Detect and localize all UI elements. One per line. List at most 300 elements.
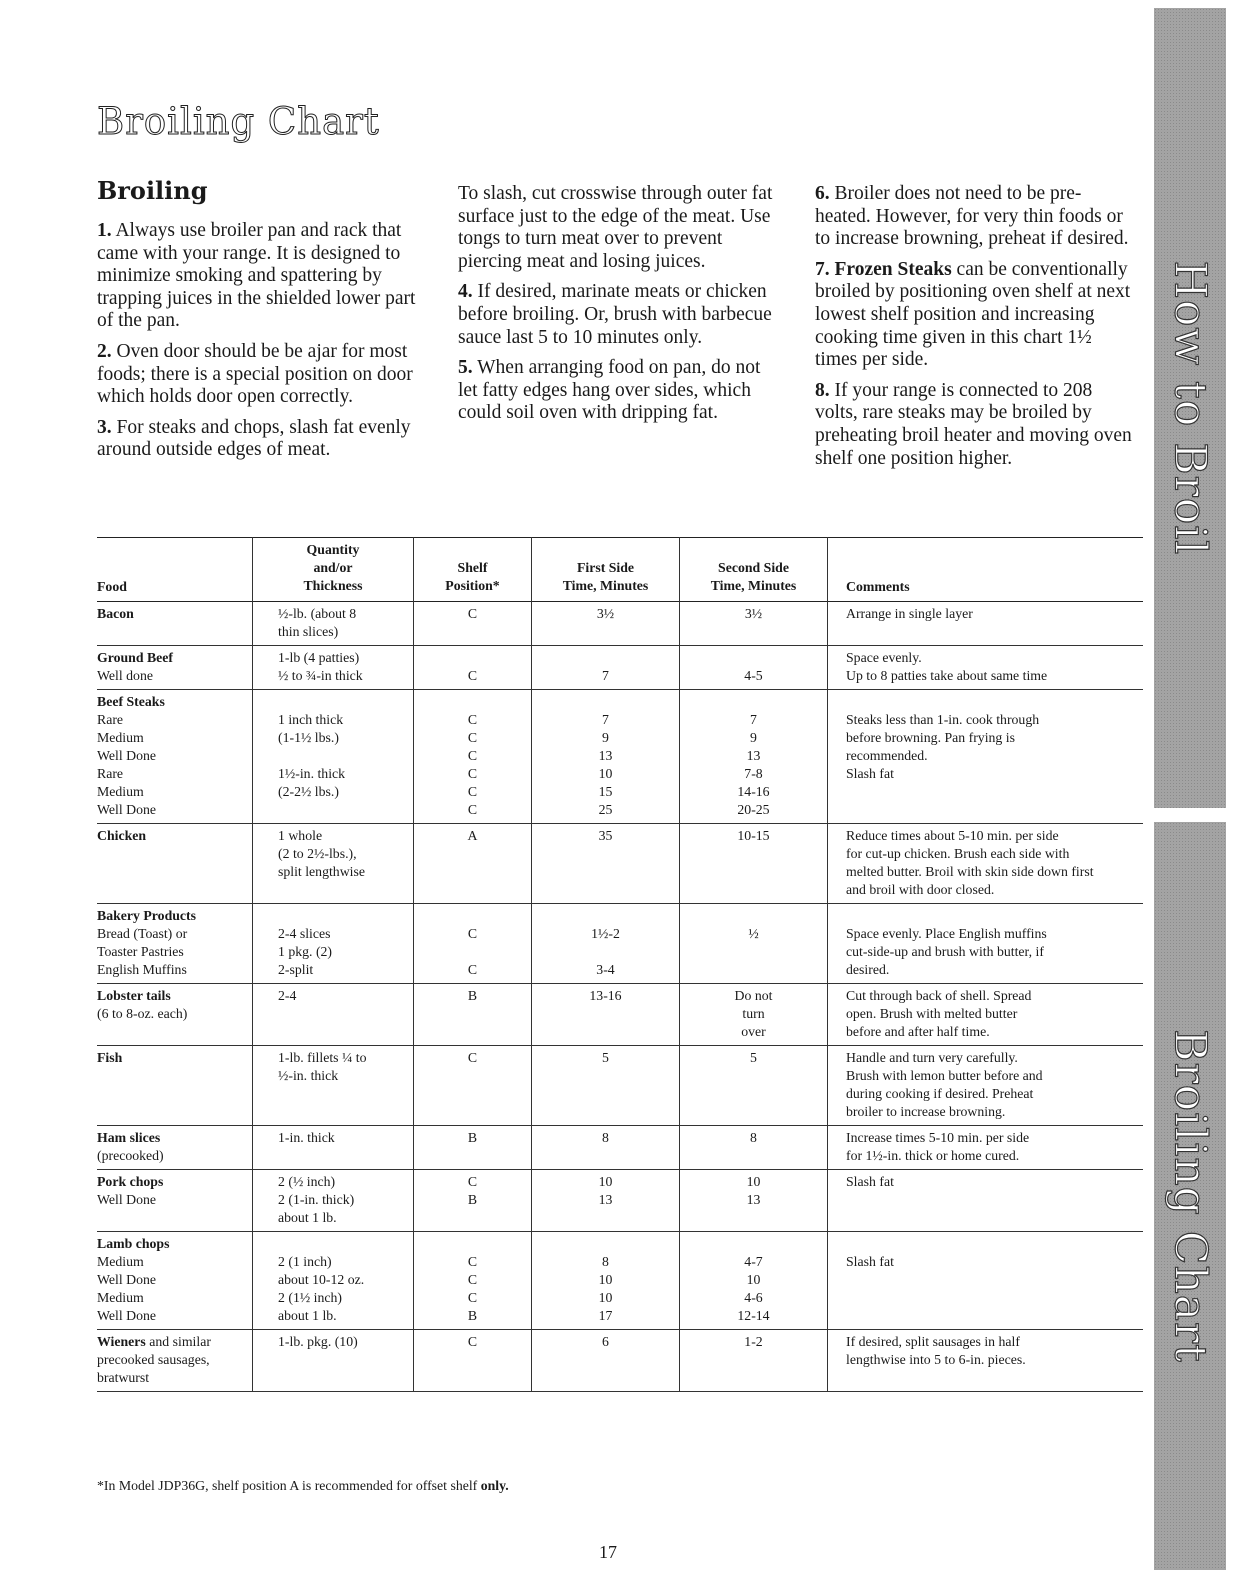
- instruction-number: 2.: [97, 340, 112, 362]
- cell-second-side: [680, 1126, 828, 1170]
- cell-food: [97, 690, 253, 824]
- quantity-value: 2 (1½ inch): [278, 1290, 342, 1305]
- food-line: [97, 1049, 252, 1067]
- cell-food: [97, 984, 253, 1046]
- comment-line: Handle and turn very carefully.: [846, 1050, 1018, 1065]
- food-label: (6 to 8-oz. each): [97, 1006, 188, 1021]
- food-line: [97, 1351, 252, 1369]
- cell-second-side: [680, 1330, 828, 1392]
- first-side-value: 35: [598, 828, 613, 843]
- cell-first-side: [532, 1330, 680, 1392]
- cell-comments: [828, 904, 1144, 984]
- cell-first-side: [532, 1126, 680, 1170]
- instruction-text: can be conventionally broiled by positioning oven shelf at next lowest shelf position and increasing cooking time given in this chart 1½ times per side.: [815, 258, 1131, 371]
- comment-line: Brush with lemon butter before and: [846, 1068, 1043, 1083]
- food-label: Medium: [97, 730, 144, 745]
- instruction-number: 4.: [458, 281, 473, 303]
- shelf-value: C: [467, 766, 478, 781]
- comment-line: before and after half time.: [846, 1024, 990, 1039]
- cell-comments: [828, 984, 1144, 1046]
- second-side-value: 4-7: [744, 1254, 763, 1269]
- table-row: [97, 602, 1143, 646]
- second-side-value: 4-6: [744, 1290, 763, 1305]
- instruction-text: To slash, cut crosswise through outer fat surface just to the edge of the meat. Use tongs to turn meat over to prevent piercing meat and losing juices.: [458, 183, 773, 272]
- food-line: [97, 1271, 252, 1289]
- comment-line: melted butter. Broil with skin side down first: [846, 864, 1094, 879]
- header-second-side: [680, 538, 828, 602]
- first-side-value: 10: [598, 766, 613, 781]
- food-label: Fish: [97, 1050, 123, 1065]
- cell-first-side: [532, 1232, 680, 1330]
- header-label: Time, Minutes: [710, 578, 797, 593]
- quantity-value: 1 whole: [278, 828, 323, 843]
- food-line: [97, 987, 252, 1005]
- table-row: [97, 646, 1143, 690]
- first-side-value: 25: [598, 802, 613, 817]
- instruction-3-continued: [458, 183, 778, 273]
- food-label: bratwurst: [97, 1370, 150, 1385]
- quantity-value: 1-lb (4 patties): [278, 650, 360, 665]
- first-side-value: 13: [598, 1192, 613, 1207]
- comment-line: desired.: [846, 962, 890, 977]
- cell-second-side: [680, 984, 828, 1046]
- food-label: (precooked): [97, 1148, 164, 1163]
- cell-first-side: [532, 824, 680, 904]
- quantity-value: (1-1½ lbs.): [278, 730, 339, 745]
- first-side-value: 1½-2: [591, 926, 620, 941]
- first-side-value: 10: [598, 1272, 613, 1287]
- second-side-value: 8: [750, 1130, 757, 1145]
- instruction-4: [458, 281, 778, 349]
- food-line: [97, 1191, 252, 1209]
- cell-food: [97, 602, 253, 646]
- table-row: [97, 824, 1143, 904]
- food-label: Well Done: [97, 1308, 157, 1323]
- quantity-value: about 1 lb.: [278, 1210, 337, 1225]
- second-side-value: [680, 693, 827, 711]
- food-label: Rare: [97, 712, 124, 727]
- instructions-column-3: [815, 183, 1135, 478]
- comment-line: cut-side-up and brush with butter, if: [846, 944, 1044, 959]
- quantity-value: about 10-12 oz.: [278, 1272, 365, 1287]
- comment-line: Cut through back of shell. Spread: [846, 988, 1032, 1003]
- comment-line: lengthwise into 5 to 6-in. pieces.: [846, 1352, 1026, 1367]
- food-label: Well done: [97, 668, 153, 683]
- table-body: [97, 602, 1143, 1392]
- food-line: [97, 925, 252, 943]
- cell-second-side: [680, 824, 828, 904]
- table-row: [97, 1046, 1143, 1126]
- food-label: precooked sausages,: [97, 1352, 210, 1367]
- second-side-value: ½: [748, 926, 759, 941]
- food-label: Bread (Toast) or: [97, 926, 188, 941]
- food-line: [97, 729, 252, 747]
- first-side-value: [532, 693, 679, 711]
- cell-shelf: [414, 1330, 532, 1392]
- quantity-value: ½-in. thick: [278, 1068, 339, 1083]
- food-line: [97, 827, 252, 845]
- first-side-value: 3-4: [596, 962, 615, 977]
- food-label: English Muffins: [97, 962, 187, 977]
- food-label: Rare: [97, 766, 124, 781]
- cell-second-side: [680, 690, 828, 824]
- first-side-value: 8: [602, 1254, 609, 1269]
- cell-comments: [828, 1046, 1144, 1126]
- quantity-value: [278, 747, 413, 765]
- food-line: [97, 1307, 252, 1325]
- food-line: [97, 907, 252, 925]
- table-row: [97, 1126, 1143, 1170]
- cell-comments: [828, 646, 1144, 690]
- cell-shelf: [414, 1170, 532, 1232]
- cell-second-side: [680, 1232, 828, 1330]
- food-label: Medium: [97, 784, 144, 799]
- cell-comments: [828, 824, 1144, 904]
- cell-first-side: [532, 1046, 680, 1126]
- header-food: [97, 538, 253, 602]
- cell-second-side: [680, 904, 828, 984]
- page-title: Broiling Chart: [97, 100, 380, 143]
- instruction-lead: Frozen Steaks: [834, 258, 952, 280]
- food-label: Well Done: [97, 802, 157, 817]
- shelf-value: C: [467, 1272, 478, 1287]
- first-side-value: 3½: [596, 606, 615, 621]
- header-label: Thickness: [303, 578, 363, 593]
- food-label: Ham slices: [97, 1130, 161, 1145]
- quantity-value: [278, 693, 413, 711]
- second-side-value: 13: [746, 748, 761, 763]
- food-line: [97, 1369, 252, 1387]
- first-side-value: 17: [598, 1308, 613, 1323]
- cell-food: [97, 1330, 253, 1392]
- cell-quantity: [253, 1170, 414, 1232]
- comment-line: for cut-up chicken. Brush each side with: [846, 846, 1070, 861]
- quantity-value: [278, 1235, 413, 1253]
- cell-first-side: [532, 904, 680, 984]
- cell-first-side: [532, 646, 680, 690]
- first-side-value: 9: [602, 730, 609, 745]
- second-side-value: [680, 943, 827, 961]
- second-side-value: 10-15: [737, 828, 770, 843]
- comment-line: Steaks less than 1-in. cook through: [846, 712, 1040, 727]
- quantity-value: 2 (1 inch): [278, 1254, 332, 1269]
- food-label: Ground Beef: [97, 650, 174, 665]
- comment-line: Increase times 5-10 min. per side: [846, 1130, 1030, 1145]
- quantity-value: 1 pkg. (2): [278, 944, 333, 959]
- comment-line: during cooking if desired. Preheat: [846, 1086, 1034, 1101]
- header-label: Quantity: [306, 542, 360, 557]
- cell-food: [97, 1126, 253, 1170]
- comment-line: [846, 693, 1143, 711]
- second-side-value: turn: [742, 1006, 765, 1021]
- comment-line: [846, 907, 1143, 925]
- food-line: [97, 667, 252, 685]
- comment-line: before browning. Pan frying is: [846, 730, 1015, 745]
- food-label: Lamb chops: [97, 1236, 170, 1251]
- food-line: [97, 747, 252, 765]
- food-line: [97, 801, 252, 819]
- shelf-value: [414, 907, 531, 925]
- cell-first-side: [532, 602, 680, 646]
- table-row: [97, 1232, 1143, 1330]
- shelf-value: [414, 943, 531, 961]
- cell-comments: [828, 602, 1144, 646]
- quantity-value: 1 inch thick: [278, 712, 344, 727]
- table-row: [97, 984, 1143, 1046]
- instruction-2: [97, 341, 417, 409]
- table-row: [97, 1170, 1143, 1232]
- shelf-value: C: [467, 668, 478, 683]
- comment-line: If desired, split sausages in half: [846, 1334, 1020, 1349]
- cell-first-side: [532, 690, 680, 824]
- food-line: [97, 1253, 252, 1271]
- second-side-value: [680, 961, 827, 979]
- instruction-number: 5.: [458, 357, 473, 379]
- table-row: [97, 1330, 1143, 1392]
- first-side-value: [532, 649, 679, 667]
- quantity-value: ½-lb. (about 8: [278, 606, 357, 621]
- comment-line: and broil with door closed.: [846, 882, 995, 897]
- comment-line: Space evenly. Place English muffins: [846, 926, 1047, 941]
- header-label: Position*: [445, 578, 500, 593]
- cell-shelf: [414, 824, 532, 904]
- food-line: [97, 605, 252, 623]
- cell-food: [97, 1232, 253, 1330]
- cell-second-side: [680, 1170, 828, 1232]
- comment-line: broiler to increase browning.: [846, 1104, 1006, 1119]
- cell-food: [97, 1170, 253, 1232]
- first-side-value: [532, 1235, 679, 1253]
- shelf-value: [414, 649, 531, 667]
- food-label: Well Done: [97, 1272, 157, 1287]
- shelf-value: C: [467, 962, 478, 977]
- quantity-value: (2-2½ lbs.): [278, 784, 339, 799]
- header-comments: [828, 538, 1144, 602]
- second-side-value: [680, 1235, 827, 1253]
- food-line: [97, 1173, 252, 1191]
- footnote-emphasis: only.: [480, 1478, 509, 1493]
- quantity-value: 1½-in. thick: [278, 766, 346, 781]
- second-side-value: 13: [746, 1192, 761, 1207]
- second-side-value: 9: [750, 730, 757, 745]
- comment-line: for 1½-in. thick or home cured.: [846, 1148, 1020, 1163]
- cell-shelf: [414, 690, 532, 824]
- food-label: Chicken: [97, 828, 147, 843]
- food-line: [97, 783, 252, 801]
- instructions-column-2: [458, 183, 778, 433]
- second-side-value: 7-8: [744, 766, 763, 781]
- cell-food: [97, 904, 253, 984]
- second-side-value: 1-2: [744, 1334, 763, 1349]
- side-tab-label: Broiling Chart: [1164, 1029, 1216, 1363]
- first-side-value: [532, 943, 679, 961]
- instruction-number: 6.: [815, 183, 830, 204]
- cell-comments: [828, 1170, 1144, 1232]
- instruction-number: 3.: [97, 416, 112, 438]
- first-side-value: 10: [598, 1290, 613, 1305]
- instructions-column-1: [97, 220, 417, 470]
- header-quantity: [253, 538, 414, 602]
- quantity-value: 2-split: [278, 962, 314, 977]
- instruction-7: [815, 259, 1135, 372]
- shelf-value: C: [467, 784, 478, 799]
- cell-shelf: [414, 1046, 532, 1126]
- cell-quantity: [253, 904, 414, 984]
- food-line: [97, 1333, 252, 1351]
- comment-line: Arrange in single layer: [846, 606, 973, 621]
- quantity-value: 1-lb. fillets ¼ to: [278, 1050, 367, 1065]
- food-label: Well Done: [97, 748, 157, 763]
- instruction-1: [97, 220, 417, 333]
- quantity-value: 2 (½ inch): [278, 1174, 336, 1189]
- shelf-value: B: [467, 1308, 478, 1323]
- cell-quantity: [253, 602, 414, 646]
- comment-line: Slash fat: [846, 1254, 894, 1269]
- header-label: Time, Minutes: [562, 578, 649, 593]
- shelf-value: A: [467, 828, 478, 843]
- shelf-value: C: [467, 1050, 478, 1065]
- instruction-text: If desired, marinate meats or chicken before broiling. Or, brush with barbecue sauce last 5 to 10 minutes only.: [458, 281, 772, 348]
- food-label: and similar: [145, 1334, 211, 1349]
- footnote: [97, 1478, 509, 1494]
- instruction-text: For steaks and chops, slash fat evenly around outside edges of meat.: [97, 416, 411, 461]
- first-side-value: 15: [598, 784, 613, 799]
- instruction-5: [458, 357, 778, 425]
- shelf-value: C: [467, 1334, 478, 1349]
- cell-shelf: [414, 1126, 532, 1170]
- second-side-value: [680, 907, 827, 925]
- cell-quantity: [253, 1126, 414, 1170]
- section-heading: Broiling: [97, 176, 208, 205]
- header-first-side: [532, 538, 680, 602]
- first-side-value: 7: [602, 668, 609, 683]
- header-label: Second Side: [718, 560, 789, 575]
- shelf-value: B: [467, 988, 478, 1003]
- food-label: Pork chops: [97, 1174, 164, 1189]
- quantity-value: [278, 801, 413, 819]
- shelf-value: B: [467, 1192, 478, 1207]
- cell-shelf: [414, 984, 532, 1046]
- first-side-value: [532, 907, 679, 925]
- cell-comments: [828, 1330, 1144, 1392]
- cell-quantity: [253, 984, 414, 1046]
- first-side-value: 13: [598, 748, 613, 763]
- food-label: Wieners: [97, 1334, 146, 1349]
- table-header-row: [97, 538, 1143, 602]
- header-label: Food: [97, 579, 127, 594]
- shelf-value: C: [467, 1290, 478, 1305]
- food-line: [97, 1005, 252, 1023]
- cell-quantity: [253, 1330, 414, 1392]
- quantity-value: about 1 lb.: [278, 1308, 337, 1323]
- food-line: [97, 711, 252, 729]
- first-side-value: 13-16: [589, 988, 622, 1003]
- broiling-table: [97, 537, 1143, 1392]
- header-label: First Side: [576, 560, 635, 575]
- second-side-value: 3½: [744, 606, 763, 621]
- shelf-value: B: [467, 1130, 478, 1145]
- instruction-text: Always use broiler pan and rack that came with your range. It is designed to minimize smoking and spattering by trapping juices in the shielded lower part of the pan.: [97, 220, 416, 332]
- side-tab-label: How to Broil: [1164, 260, 1216, 556]
- instruction-6: [815, 183, 1135, 251]
- shelf-value: [414, 1235, 531, 1253]
- quantity-value: [278, 907, 413, 925]
- instruction-text: Broiler does not need to be pre-heated. However, for very thin foods or to increase browning, preheat if desired.: [815, 183, 1129, 250]
- first-side-value: 7: [602, 712, 609, 727]
- table-row: [97, 904, 1143, 984]
- food-label: Medium: [97, 1254, 144, 1269]
- side-tab-broiling-chart: [1154, 822, 1226, 1570]
- cell-comments: [828, 1126, 1144, 1170]
- side-tab-how-to-broil: [1154, 8, 1226, 808]
- shelf-value: C: [467, 730, 478, 745]
- cell-first-side: [532, 984, 680, 1046]
- shelf-value: C: [467, 712, 478, 727]
- food-line: [97, 1235, 252, 1253]
- comment-line: Slash fat: [846, 1174, 894, 1189]
- instruction-number: 7.: [815, 258, 830, 280]
- second-side-value: 5: [750, 1050, 757, 1065]
- cell-quantity: [253, 1232, 414, 1330]
- comment-line: [846, 1235, 1143, 1253]
- cell-quantity: [253, 690, 414, 824]
- shelf-value: C: [467, 606, 478, 621]
- food-line: [97, 961, 252, 979]
- quantity-value: ½ to ¾-in thick: [278, 668, 363, 683]
- instruction-number: 1.: [97, 220, 112, 241]
- second-side-value: 10: [746, 1174, 761, 1189]
- cell-quantity: [253, 824, 414, 904]
- comment-line: Reduce times about 5-10 min. per side: [846, 828, 1059, 843]
- comment-line: Up to 8 patties take about same time: [846, 668, 1048, 683]
- comment-line: Slash fat: [846, 766, 894, 781]
- second-side-value: 14-16: [737, 784, 770, 799]
- footnote-text: *In Model JDP36G, shelf position A is recommended for offset shelf: [97, 1478, 481, 1493]
- food-line: [97, 1147, 252, 1165]
- cell-quantity: [253, 1046, 414, 1126]
- cell-food: [97, 824, 253, 904]
- quantity-value: 1-in. thick: [278, 1130, 335, 1145]
- cell-food: [97, 1046, 253, 1126]
- cell-second-side: [680, 602, 828, 646]
- instruction-number: 8.: [815, 379, 830, 401]
- food-label: Lobster tails: [97, 988, 171, 1003]
- cell-shelf: [414, 1232, 532, 1330]
- page-number: 17: [599, 1542, 617, 1562]
- second-side-value: Do not: [734, 988, 773, 1003]
- food-line: [97, 943, 252, 961]
- quantity-value: 2 (1-in. thick): [278, 1192, 355, 1207]
- cell-shelf: [414, 646, 532, 690]
- quantity-value: thin slices): [278, 624, 339, 639]
- table-row: [97, 690, 1143, 824]
- food-line: [97, 1129, 252, 1147]
- cell-shelf: [414, 602, 532, 646]
- second-side-value: 12-14: [737, 1308, 770, 1323]
- first-side-value: 8: [602, 1130, 609, 1145]
- second-side-value: 4-5: [744, 668, 763, 683]
- food-line: [97, 1289, 252, 1307]
- quantity-value: 2-4 slices: [278, 926, 331, 941]
- comment-line: recommended.: [846, 748, 928, 763]
- food-label: Medium: [97, 1290, 144, 1305]
- second-side-value: 7: [750, 712, 757, 727]
- cell-comments: [828, 1232, 1144, 1330]
- header-label: Comments: [846, 579, 910, 594]
- header-label: and/or: [313, 560, 353, 575]
- instruction-text: If your range is connected to 208 volts, rare steaks may be broiled by preheating broil heater and moving oven shelf one position higher.: [815, 379, 1132, 469]
- second-side-value: 20-25: [737, 802, 770, 817]
